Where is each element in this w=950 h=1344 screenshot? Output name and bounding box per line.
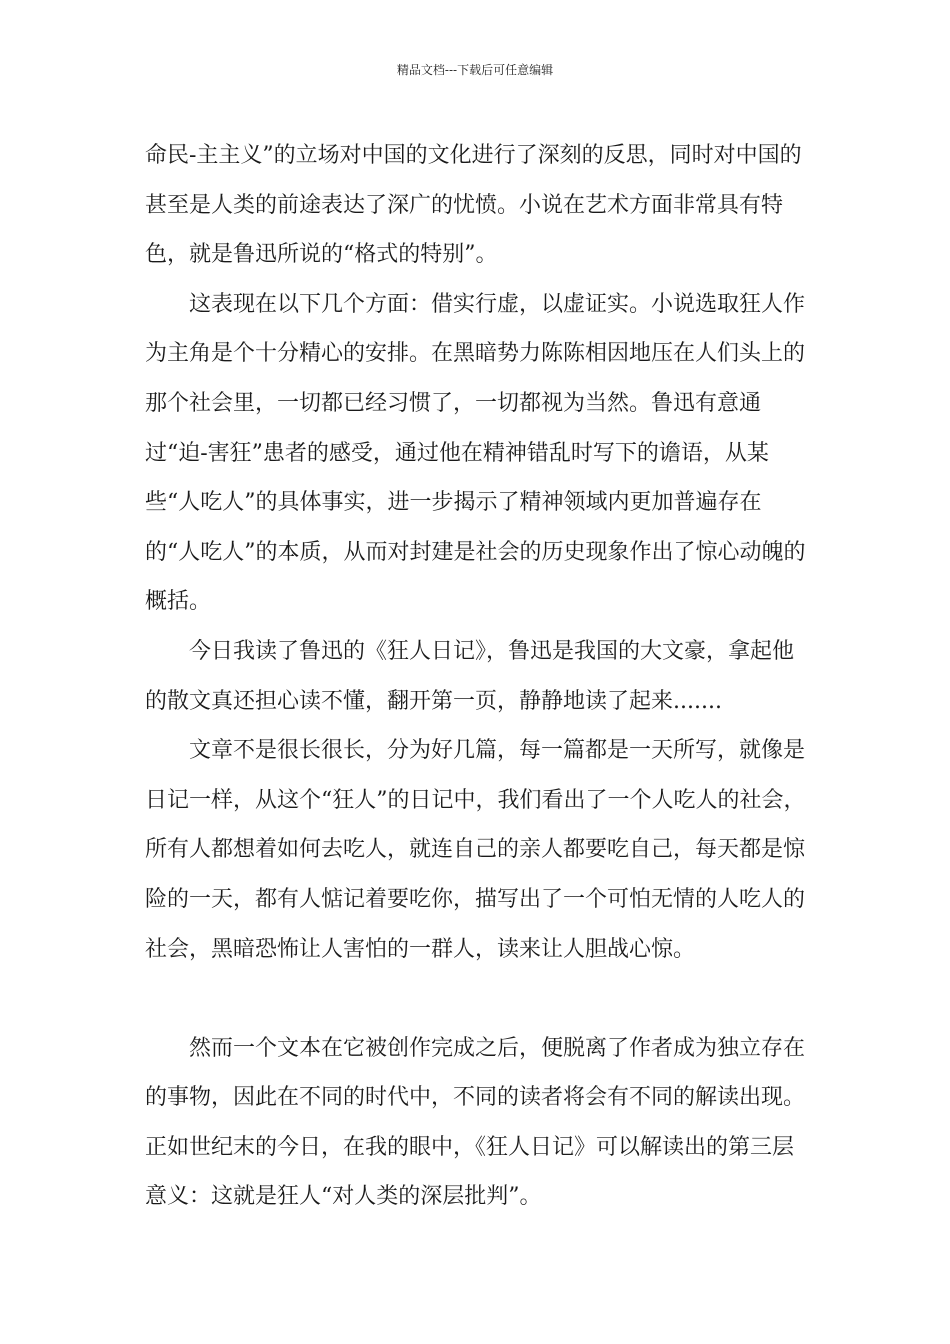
page-header: 精品文档---下载后可任意编辑	[396, 63, 554, 77]
paragraph-1: 命民-主主义”的立场对中国的文化进行了深刻的反思，同时对中国的甚至是人类的前途表达了深广的忧愤。小说在艺术方面非常具有特色，就是鲁迅所说的“格式的特别”。	[145, 143, 802, 268]
blank-line	[145, 974, 815, 1024]
paragraph-5: 然而一个文本在它被创作完成之后，便脱离了作者成为独立存在的事物，因此在不同的时代中，不同的读者将会有不同的解读出现。正如世纪末的今日，在我的眼中，《狂人日记》可以解读出的第三层意义：这就是狂人“对人类的深层批判”。	[145, 1035, 806, 1210]
document-body	[145, 131, 815, 1222]
paragraph-4: 文章不是很长很长，分为好几篇，每一篇都是一天所写，就像是日记一样，从这个“狂人”的日记中，我们看出了一个人吃人的社会，所有人都想着如何去吃人，就连自己的亲人都要吃自己，每天都是惊险的一天，都有人惦记着要吃你，描写出了一个可怕无情的人吃人的社会，黑暗恐怖让人害怕的一群人，读来让人胆战心惊。	[145, 738, 806, 962]
paragraph-2: 这表现在以下几个方面：借实行虚，以虚证实。小说选取狂人作为主角是个十分精心的安排。在黑暗势力陈陈相因地压在人们头上的那个社会里，一切都已经习惯了，一切都视为当然。鲁迅有意通过“迫-害狂”患者的感受，通过他在精神错乱时写下的谵语，从某些“人吃人”的具体事实，进一步揭示了精神领域内更加普遍存在的“人吃人”的本质，从而对封建是社会的历史现象作出了惊心动魄的概括。	[145, 291, 806, 615]
paragraph-3: 今日我读了鲁迅的《狂人日记》，鲁迅是我国的大文豪，拿起他的散文真还担心读不懂，翻开第一页，静静地读了起来.......	[145, 638, 795, 714]
